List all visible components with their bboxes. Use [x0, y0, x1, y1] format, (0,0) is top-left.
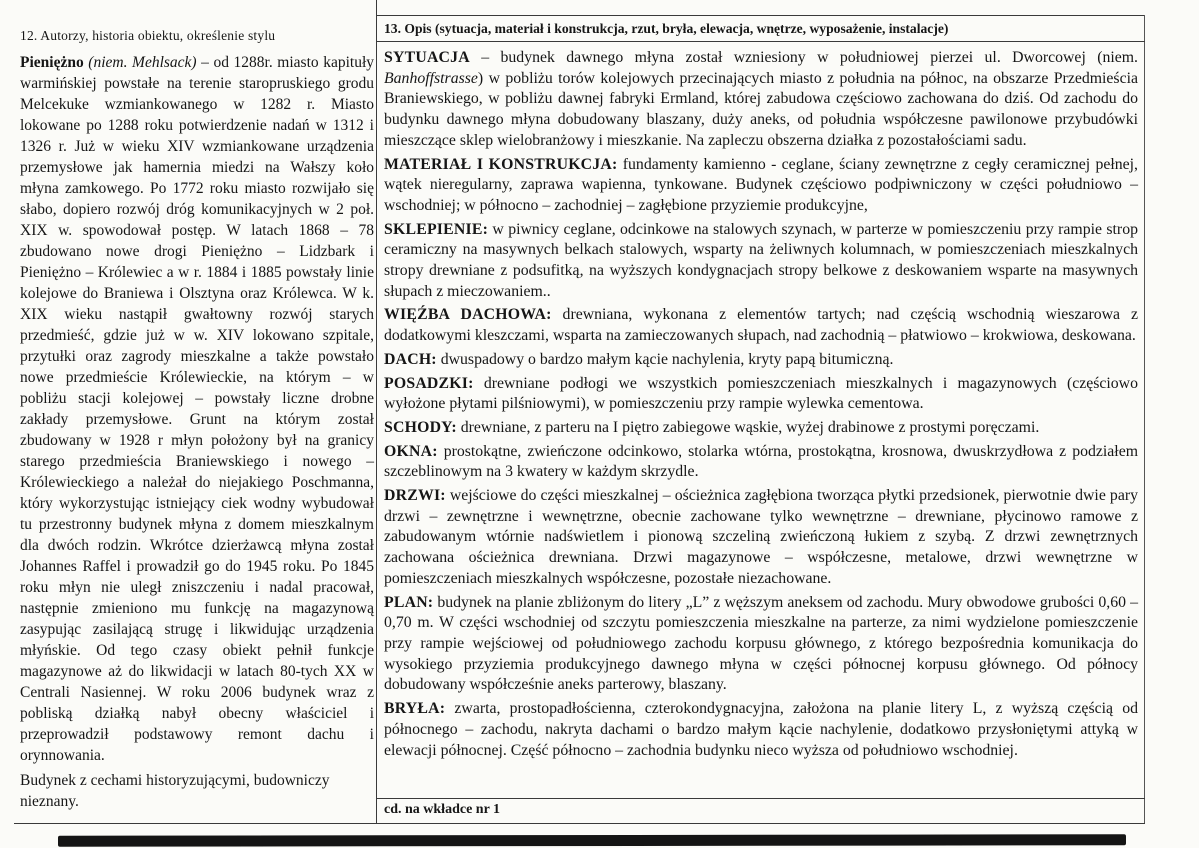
section-12-header: 12. Autorzy, historia obiektu, określenie stylu — [20, 28, 276, 43]
section-label: SYTUACJA — [384, 49, 470, 66]
table-top-border — [376, 15, 1145, 16]
section-13-description — [384, 21, 1138, 764]
column-divider — [376, 0, 377, 824]
section-label: BRYŁA: — [384, 700, 446, 718]
table-bottom-border — [14, 823, 1145, 824]
section-material-konstrukcja — [384, 155, 1138, 217]
section-text: prostokątne, zwieńczone odcinkowo, stolarka wtórna, prostokątna, krosnowa, dwuskrzydłowa z podziałem szczeblinowym na 3 kwatery w każdym skrzydle. — [384, 442, 1138, 481]
footer-separator — [377, 798, 1145, 799]
history-paragraph — [20, 52, 374, 766]
section-text: drewniana, wykonana z elementów tartych; nad częścią wschodnią wieszarowa z dodatkowymi kleszczami, wsparta na zamieczowanych słupach, nad zachodnią – płatwiowo – krokwiowa, deskowana. — [384, 306, 1138, 345]
section-label: DACH: — [384, 350, 437, 368]
section-plan — [384, 593, 1138, 697]
section-wiezba-dachowa — [384, 305, 1138, 346]
section-text: fundamenty kamienno - ceglane, ściany zewnętrzne z cegły ceramicznej pełnej, wątek nieregularny, zaprawa wapienna, tynkowane. Budynek częściowo podpiwniczony w części południowo – wschodniej; w północno – zachodniej – zagłębione przyziemie produkcyjne, — [384, 155, 1138, 214]
history-text: – od 1288r. miasto kapituły warmińskiej powstałe na terenie staropruskiego grodu Melcekuke wzmiankowanego w 1282 r. Miasto lokowane po 1288 roku potwierdzenie nadań w 1312 i 1326 r. Już w wieku XIV wzmiankowane urządzenia przemysłowe jak hamernia miedzi na Wałszy koło młyna zamkowego. Po 1772 roku miasto rozwijało się słabo, dopiero rozwój dróg komunikacyjnych w 2 poł. XIX w. spowodował postęp. W latach 1868 – 78 zbudowano nowe drogi Pieniężno – Lidzbark i Pieniężno – Królewiec a w r. 1884 i 1885 powstały linie kolejowe do Braniewa i Olsztyna oraz Królewca. W k. XIX wieku nastąpił gwałtowny rozwój starych przedmieść, gdzie już w w. XIV lokowano szpitale, przytułki oraz zagrody mieszkalne a także powstało nowe przedmieście Królewieckie, na którym – w pobliżu stacji kolejowej – powstały liczne drobne zakłady przemysłowe. Grunt na którym został zbudowany w 1928 r młyn położony był na granicy starego przedmieścia Braniewskiego i nowego – Królewieckiego a należał do niejakiego Poschmanna, który wykorzystując istniejący ciek wodny wybudował tu przestronny budynek młyna z domem mieszkalnym dla dwóch rodzin. Wkrótce dzierżawcą młyna został Johannes Raffel i prowadził go do 1945 roku. Po 1845 roku młyn nie uległ zniszczeniu i nadal pracował, następnie zmieniono mu funkcję na magazynową zasypując zasilającą strugę i likwidując urządzenia młyńskie. Od tego czasy obiekt pełnił funkcje magazynowe aż do likwidacji w latach 80-tych XX w Centrali Nasiennej. W roku 2006 budynek wraz z pobliską działką nabył obecny właściciel i przeprowadził podstawowy remont dachu i orynnowania. — [20, 54, 375, 764]
german-street-name: Banhoffstrasse — [384, 69, 478, 87]
style-note: Budynek z cechami historyzującymi, budowniczy nieznany. — [20, 772, 330, 810]
section-okna — [384, 442, 1138, 483]
section-text: zwarta, prostopadłościenna, czterokondygnacyjna, założona na planie litery L, z wyższą częścią od północnego – zachodu, nakryta dachami o bardzo małym kącie nachylenie, dodatkowo przysłoniętymi attyką w elewacji północnej. Część północno – zachodnia budynku nieco wyższa od południowo wschodniej. — [384, 700, 1138, 759]
section-12-authors-history — [20, 28, 374, 812]
section-13-header: 13. Opis (sytuacja, materiał i konstrukcja, rzut, bryła, elewacja, wnętrze, wyposażenie, instalacje) — [384, 21, 949, 36]
section-schody — [384, 418, 1138, 439]
section-sytuacja — [384, 48, 1138, 152]
scan-edge-artifact — [58, 834, 1126, 846]
section-dach — [384, 350, 1138, 371]
section-label: SCHODY: — [384, 418, 457, 436]
town-name: Pieniężno — [20, 54, 84, 71]
section-text: dwuspadowy o bardzo małym kącie nachylenia, kryty papą bitumiczną. — [436, 350, 894, 368]
section-text: drewniane podłogi we wszystkich pomieszczeniach mieszkalnych i magazynowych (częściowo wyłożone płytami pilśniowymi), w pomieszczeniu przy rampie wylewka cementowa. — [384, 374, 1138, 413]
german-town-name: (niem. Mehlsack) — [83, 54, 197, 71]
section-text: wejściowe do części mieszkalnej – ościeżnica zagłębiona tworząca płytki przedsionek, pierwotnie dwie pary drzwi – zewnętrzne i wewnętrzne, obecnie zachowane tylko wewnętrzne – drewniane, płycinowo ramowe z zabudowanym wtórnie nadświetlem i pionową szczeliną zwieńczoną łukiem z szybą. Z drzwi zewnętrznych zachowana ościeżnica drewniana. Drzwi magazynowe – współczesne, metalowe, drzwi wewnętrzne w pomieszczeniach mieszkalnych współczesne, pozostałe niezachowane. — [384, 487, 1138, 587]
section-drzwi — [384, 486, 1138, 590]
section-text: ) w pobliżu torów kolejowych przecinających miasto z południa na północ, na obszarze Przedmieścia Braniewskiego, w pobliżu dawnej fabryki Ermland, której zabudowa częściowo zachowana do dziś. Od zachodu do budynku dawnego młyna dobudowany blaszany, duży aneks, od południa współczesne pawilonowe przybudówki mieszczące sklep wielobranżowy i mieszkanie. Na zapleczu obszerna działka z pozostałościami sadu. — [384, 69, 1138, 149]
section-sklepienie — [384, 220, 1138, 303]
section-label: POSADZKI: — [384, 374, 474, 392]
section-label: OKNA: — [384, 442, 438, 460]
section-label: PLAN: — [384, 593, 434, 611]
table-right-border — [1144, 15, 1145, 824]
section-label: SKLEPIENIE: — [384, 220, 489, 238]
continuation-note: cd. na wkładce nr 1 — [384, 802, 501, 817]
section-bryla — [384, 699, 1138, 761]
section-text: drewniane, z parteru na I piętro zabiegowe wąskie, wyżej drabinowe z prostymi poręczami. — [456, 418, 1040, 436]
section-label: DRZWI: — [384, 487, 446, 505]
section-label: MATERIAŁ I KONSTRUKCJA: — [384, 155, 618, 173]
section-text: budynek na planie zbliżonym do litery „L” z węższym aneksem od zachodu. Mury obwodowe grubości 0,60 – 0,70 m. W części wschodniej od szczytu pomieszczenia mieszkalne na parterze, za nimi wydzielone pomieszczenie przy rampie wejściowej od południowego zachodu korpusu głównego, z którego bezpośrednia komunikacja do wysokiego przyziemia produkcyjnego dawnego młyna w części północnej korpusu głównego. Od północy dobudowany współcześnie aneks parterowy, blaszany. — [384, 593, 1138, 694]
section-text: – budynek dawnego młyna został wzniesiony w południowej pierzei ul. Dworcowej (niem. — [469, 49, 1138, 66]
section-text: w piwnicy ceglane, odcinkowe na stalowych szynach, w parterze w pomieszczeniu przy rampie strop ceramiczny na masywnych belkach stalowych, wsparty na żeliwnych kolumnach, w pomieszczeniach mieszkalnych stropy drewniane z podsufitką, na wyższych kondygnacjach stropy belkowe z deskowaniem wsparte na masywnych słupach z mieczowaniem.. — [384, 220, 1138, 300]
section-label: WIĘŹBA DACHOWA: — [384, 306, 552, 324]
section-posadzki — [384, 374, 1138, 415]
